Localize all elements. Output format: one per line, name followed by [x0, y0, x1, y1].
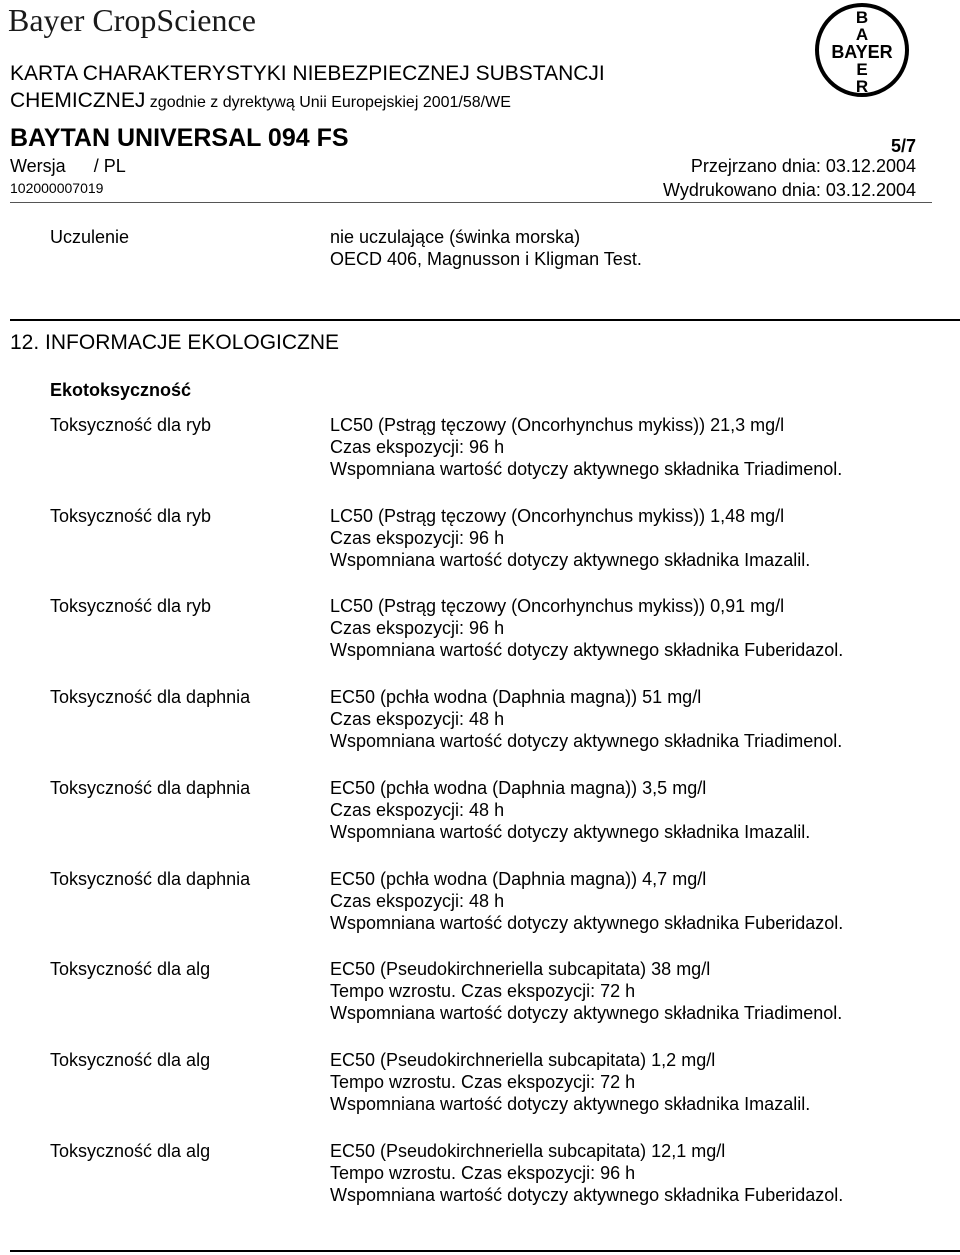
ecotoxicity-label: Toksyczność dla daphnia [50, 687, 251, 707]
logo-letter-bottom: R [855, 77, 869, 96]
ecotoxicity-line: Wspomniana wartość dotyczy aktywnego składnika Fuberidazol. [330, 1185, 844, 1205]
bayer-cross-logo [812, 0, 912, 100]
ecotoxicity-value [330, 777, 810, 843]
product-name: BAYTAN UNIVERSAL 094 FS [10, 124, 349, 152]
ecotoxicity-line: Czas ekspozycji: 48 h [330, 800, 505, 820]
ecotoxicity-value [330, 1140, 843, 1206]
language-code: / PL [93, 156, 126, 176]
document-number: 102000007019 [10, 180, 104, 196]
subsection-title: Ekotoksyczność [50, 380, 192, 400]
ecotoxicity-line: Czas ekspozycji: 48 h [330, 709, 505, 729]
brand-name: Bayer CropScience [8, 2, 256, 38]
header-divider [10, 202, 932, 203]
ecotoxicity-label: Toksyczność dla ryb [50, 415, 212, 435]
section-title: 12. INFORMACJE EKOLOGICZNE [10, 331, 340, 354]
ecotoxicity-label: Toksyczność dla daphnia [50, 778, 251, 798]
directive-reference: zgodnie z dyrektywą Unii Europejskiej 2001/58/WE [149, 94, 511, 111]
sensitization-line: OECD 406, Magnusson i Kligman Test. [330, 249, 642, 269]
ecotoxicity-line: Wspomniana wartość dotyczy aktywnego składnika Triadimenol. [330, 1003, 843, 1023]
version-line [10, 156, 126, 177]
revision-date: Przejrzano dnia: 03.12.2004 [690, 156, 916, 176]
ecotoxicity-label: Toksyczność dla daphnia [50, 869, 251, 889]
ecotoxicity-value [330, 1049, 810, 1115]
print-date: Wydrukowano dnia: 03.12.2004 [662, 180, 916, 200]
sensitization-line: nie uczulające (świnka morska) [330, 227, 581, 247]
logo-letter-row2: A [855, 25, 869, 44]
sensitization-value [330, 226, 642, 270]
ecotoxicity-line: LC50 (Pstrąg tęczowy (Oncorhynchus mykiss)) 21,3 mg/l [330, 415, 785, 435]
ecotoxicity-line: Tempo wzrostu. Czas ekspozycji: 72 h [330, 981, 636, 1001]
ecotoxicity-line: EC50 (Pseudokirchneriella subcapitata) 38 mg/l [330, 959, 711, 979]
logo-letter-row4: E [856, 60, 868, 79]
ecotoxicity-value [330, 958, 842, 1024]
ecotoxicity-line: Tempo wzrostu. Czas ekspozycji: 72 h [330, 1072, 636, 1092]
ecotoxicity-label: Toksyczność dla ryb [50, 596, 212, 616]
ecotoxicity-line: Tempo wzrostu. Czas ekspozycji: 96 h [330, 1163, 636, 1183]
document-title-line1: KARTA CHARAKTERYSTYKI NIEBEZPIECZNEJ SUBSTANCJI [10, 62, 605, 85]
ecotoxicity-line: Wspomniana wartość dotyczy aktywnego składnika Imazalil. [330, 550, 811, 570]
ecotoxicity-line: Wspomniana wartość dotyczy aktywnego składnika Triadimenol. [330, 459, 843, 479]
ecotoxicity-line: Czas ekspozycji: 96 h [330, 528, 505, 548]
ecotoxicity-line: Czas ekspozycji: 96 h [330, 618, 505, 638]
sensitization-label: Uczulenie [50, 227, 130, 247]
ecotoxicity-line: LC50 (Pstrąg tęczowy (Oncorhynchus mykiss)) 1,48 mg/l [330, 506, 785, 526]
logo-horizontal-word: BAYER [831, 42, 893, 62]
ecotoxicity-line: EC50 (Pseudokirchneriella subcapitata) 1,2 mg/l [330, 1050, 716, 1070]
ecotoxicity-line: EC50 (pchła wodna (Daphnia magna)) 51 mg/l [330, 687, 702, 707]
ecotoxicity-value [330, 595, 843, 661]
ecotoxicity-line: EC50 (Pseudokirchneriella subcapitata) 12,1 mg/l [330, 1141, 726, 1161]
ecotoxicity-value [330, 686, 842, 752]
ecotoxicity-line: EC50 (pchła wodna (Daphnia magna)) 3,5 mg/l [330, 778, 707, 798]
ecotoxicity-label: Toksyczność dla alg [50, 1050, 211, 1070]
ecotoxicity-line: Wspomniana wartość dotyczy aktywnego składnika Imazalil. [330, 1094, 811, 1114]
ecotoxicity-line: Wspomniana wartość dotyczy aktywnego składnika Imazalil. [330, 822, 811, 842]
ecotoxicity-value [330, 868, 843, 934]
ecotoxicity-label: Toksyczność dla alg [50, 959, 211, 979]
ecotoxicity-line: Wspomniana wartość dotyczy aktywnego składnika Triadimenol. [330, 731, 843, 751]
ecotoxicity-line: LC50 (Pstrąg tęczowy (Oncorhynchus mykiss)) 0,91 mg/l [330, 596, 785, 616]
ecotoxicity-line: Czas ekspozycji: 96 h [330, 437, 505, 457]
section-divider [10, 319, 960, 321]
footer-divider [10, 1250, 960, 1252]
ecotoxicity-label: Toksyczność dla ryb [50, 506, 212, 526]
document-title-line2 [10, 89, 511, 113]
logo-letter-top: B [855, 8, 869, 27]
ecotoxicity-line: Czas ekspozycji: 48 h [330, 891, 505, 911]
ecotoxicity-value [330, 414, 842, 480]
ecotoxicity-line: Wspomniana wartość dotyczy aktywnego składnika Fuberidazol. [330, 640, 844, 660]
document-title-line2-main: CHEMICZNEJ [10, 89, 146, 112]
ecotoxicity-line: Wspomniana wartość dotyczy aktywnego składnika Fuberidazol. [330, 913, 844, 933]
ecotoxicity-value [330, 505, 810, 571]
page-number: 5/7 [890, 136, 916, 156]
ecotoxicity-line: EC50 (pchła wodna (Daphnia magna)) 4,7 mg/l [330, 869, 707, 889]
version-label: Wersja [10, 156, 66, 176]
ecotoxicity-label: Toksyczność dla alg [50, 1141, 211, 1161]
